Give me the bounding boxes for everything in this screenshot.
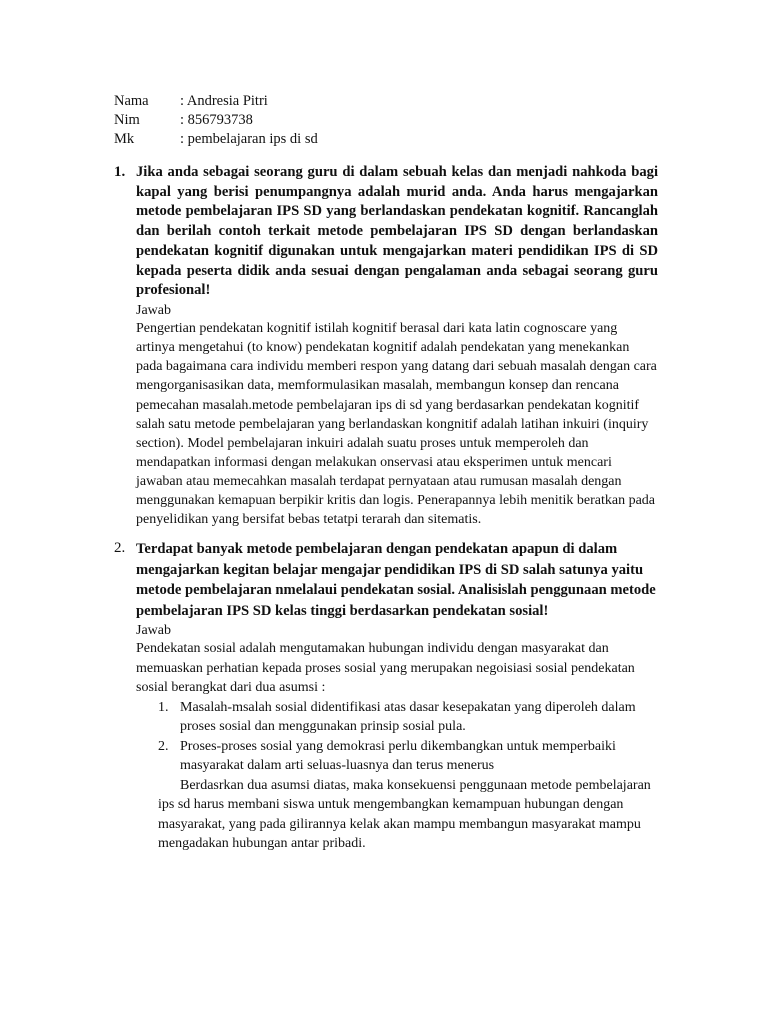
- assumption-list: [136, 698, 658, 776]
- nim-row: [114, 111, 318, 130]
- question-1-answer-label: Jawab: [136, 302, 171, 318]
- course-value: : pembelajaran ips di sd: [180, 131, 318, 147]
- nim-value: : 856793738: [180, 112, 253, 128]
- assumption-item-2-number: 2.: [158, 738, 169, 754]
- question-2-text: Terdapat banyak metode pembelajaran dengan pendekatan apapun di dalam mengajarkan kegitan belajar mengajar pendidikan IPS di SD salah satunya yaitu metode pembelajaran nmelalaui pendekatan sosial. Analisislah penggunaan metode pembelajaran IPS SD kelas tinggi berdasarkan pendekatan sosial!: [136, 541, 656, 619]
- assumption-item-1: [136, 698, 658, 737]
- assumption-item-2-text: Proses-proses sosial yang demokrasi perlu dikembangkan untuk memperbaiki masyarakat dalam arti seluas-luasnya dan terus menerus: [180, 738, 616, 774]
- assumption-item-1-text: Masalah-msalah sosial didentifikasi atas dasar kesepakatan yang diperoleh dalam proses sosial dan menggunakan prinsip sosial pula.: [180, 699, 636, 735]
- assumption-item-2: [136, 737, 658, 776]
- course-label: Mk: [114, 131, 135, 147]
- name-row: [114, 92, 318, 111]
- name-value: : Andresia Pitri: [180, 93, 268, 109]
- question-2-number: 2.: [114, 540, 126, 556]
- question-2: [114, 539, 658, 854]
- question-2-answer-text: Pendekatan sosial adalah mengutamakan hubungan individu dengan masyarakat dan memuaskan perhatian kepada proses sosial yang merupakan negoisiasi sosial pendekatan sosial berangkat dari dua asumsi :: [136, 641, 635, 696]
- nim-label: Nim: [114, 112, 140, 128]
- question-2-closing-text: Berdasrkan dua asumsi diatas, maka konsekuensi penggunaan metode pembelajaran ips sd harus membani siswa untuk mengembangkan kemampuan hubungan dengan masyarakat, yang pada gilirannya kelak akan mampu membangun masyarakat mampu mengadakan hubungan antar pribadi.: [158, 777, 651, 852]
- student-info-header: [114, 92, 318, 149]
- question-1-answer-text: Pengertian pendekatan kognitif istilah kognitif berasal dari kata latin cognoscare yang artinya mengetahui (to know) pendekatan kognitif adalah pendekatan yang menekankan pada bagaimana cara individu memberi respon yang datang dari sebuah masalah dengan cara mengorganisasikan data, memformulasikan masalah, membangun konsep dan rencana pemecahan masalah.metode pembelajaran ips di sd yang berdasarkan pendekatan kognitif salah satu metode pembelajaran yang berlandaskan kongnitif adalah latihan inkuiri (inquiry section). Model pembelajaran inkuiri adalah suatu proses untuk memperoleh dan mendapatkan informasi dengan melakukan onservasi atau eksperimen untuk mencari jawaban atau memecahkan masalah terdapat pernyataan atau rumusan masalah dengan menggunakan kemapuan berpikir kritis dan logis. Penerapannya lebih menitik beratkan pada penyelidikan yang bersifat bebas tetatpi terarah dan sitematis.: [136, 320, 657, 528]
- course-row: [114, 130, 318, 149]
- question-1: [114, 163, 658, 530]
- question-2-answer-label: Jawab: [136, 623, 171, 638]
- assumption-item-1-number: 1.: [158, 699, 169, 715]
- name-label: Nama: [114, 93, 149, 109]
- question-1-number: 1.: [114, 164, 126, 180]
- question-1-text: Jika anda sebagai seorang guru di dalam sebuah kelas dan menjadi nahkoda bagi kapal yang berisi penumpangnya adalah murid anda. Anda harus mengajarkan metode pembelajaran IPS SD yang berlandaskan pendekatan kognitif. Rancanglah dan berilah contoh terkait metode pembelajaran IPS SD dengan berlandaskan pendekatan kognitif digunakan untuk mengajarkan materi pendidikan IPS di SD kepada peserta didik anda sesuai dengan pengalaman anda sebagai seorang guru profesional!: [136, 164, 658, 299]
